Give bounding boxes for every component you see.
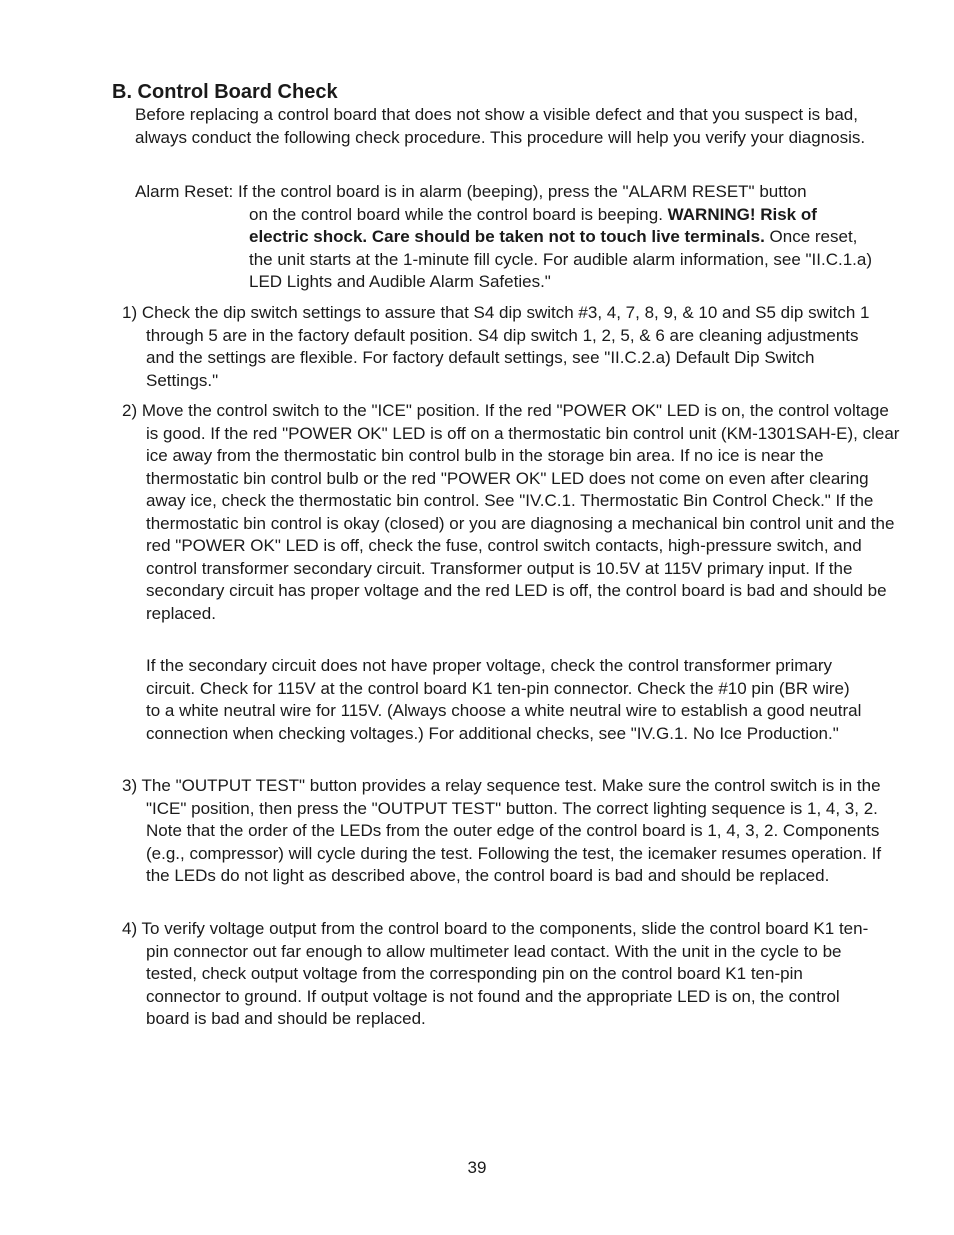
alarm-reset-text-after: Once reset, the unit starts at the 1-minute fill cycle. For audible alarm information, see "II.C.1.a) LED Lights and Audible Alarm Safeties."	[249, 227, 873, 291]
section-heading: B. Control Board Check	[112, 81, 338, 103]
alarm-reset-first-line: Alarm Reset: If the control board is in alarm (beeping), press the "ALARM RESET" button	[135, 182, 807, 201]
step-text: Move the control switch to the "ICE" position. If the red "POWER OK" LED is on, the control voltage is good. If the red "POWER OK" LED is off on a thermostatic bin control unit (KM-1301SAH-E), clear ice away from the thermostatic bin control bulb in the storage bin area. If no ice is near the thermostatic bin control bulb or the red "POWER OK" LED does not come on even after clearing away ice, check the thermostatic bin control. See "IV.C.1. Thermostatic Bin Control Check." If the thermostatic bin control is okay (closed) or you are diagnosing a mechanical bin control unit and the red "POWER OK" LED is off, check the fuse, control switch contacts, high-pressure switch, and control transformer secondary circuit. Transformer output is 10.5V at 115V primary input. If the secondary circuit has proper voltage and the red LED is off, the control board is bad and should be replaced.	[141, 401, 900, 623]
step-4	[122, 918, 870, 1031]
step-text: Check the dip switch settings to assure that S4 dip switch #3, 4, 7, 8, 9, & 10 and S5 dip switch 1 through 5 are in the factory default position. S4 dip switch 1, 2, 5, & 6 are cleaning adjustments and the settings are flexible. For factory default settings, see "II.C.2.a) Default Dip Switch Settings."	[141, 303, 870, 390]
page-number: 39	[467, 1158, 487, 1177]
step-text: The "OUTPUT TEST" button provides a relay sequence test. Make sure the control switch is in the "ICE" position, then press the "OUTPUT TEST" button. The correct lighting sequence is 1, 4, 3, 2. Note that the order of the LEDs from the outer edge of the control board is 1, 4, 3, 2. Components (e.g., compressor) will cycle during the test. Following the test, the icemaker resumes operation. If the LEDs do not light as described above, the control board is bad and should be replaced.	[141, 776, 882, 885]
intro-paragraph: Before replacing a control board that does not show a visible defect and that you suspect is bad, always conduct the following check procedure. This procedure will help you verify your diagnosis.	[135, 105, 866, 147]
step-1	[122, 302, 878, 392]
step-number: 3)	[122, 776, 138, 795]
step-number: 4)	[122, 919, 138, 938]
electric-shock-warning: WARNING! Risk of electric shock. Care should be taken not to touch live terminals.	[249, 204, 817, 246]
alarm-reset-text-before: on the control board while the control board is beeping.	[249, 204, 668, 224]
step-number: 2)	[122, 401, 138, 420]
alarm-reset-continuation	[135, 204, 877, 294]
step-3	[122, 775, 882, 888]
step-number: 1)	[122, 303, 138, 322]
step-2	[122, 400, 900, 625]
step-2-continuation: If the secondary circuit does not have proper voltage, check the control transformer primary circuit. Check for 115V at the control board K1 ten-pin connector. Check the #10 pin (BR wire) to a white neutral wire for 115V. (Always choose a white neutral wire to establish a good neutral connection when checking voltages.) For additional checks, see "IV.G.1. No Ice Production."	[146, 656, 862, 743]
alarm-reset-paragraph	[135, 181, 877, 294]
step-text: To verify voltage output from the control board to the components, slide the control board K1 ten-pin connector out far enough to allow multimeter lead contact. With the unit in the cycle to be tested, check output voltage from the corresponding pin on the control board K1 ten-pin connector to ground. If output voltage is not found and the appropriate LED is on, the control board is bad and should be replaced.	[141, 919, 869, 1028]
